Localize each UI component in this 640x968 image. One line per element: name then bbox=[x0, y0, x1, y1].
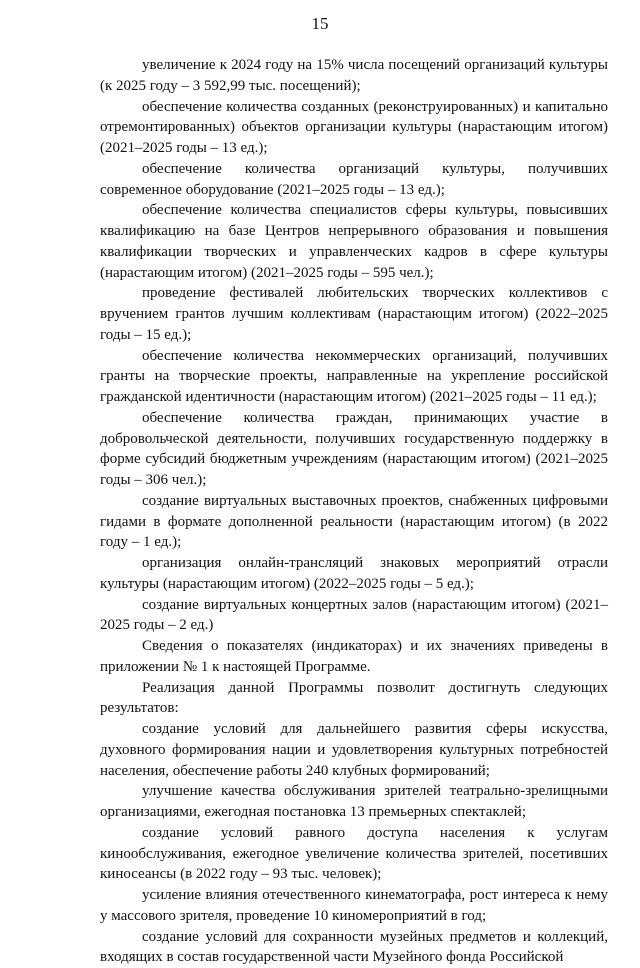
paragraph: Реализация данной Программы позволит достигнуть следующих результатов: bbox=[100, 678, 608, 720]
paragraph: обеспечение количества граждан, принимающих участие в добровольческой деятельности, получивших государственную поддержку в форме субсидий бюджетным учреждениям (нарастающим итогом) (2021–2025 годы – 306 чел.); bbox=[100, 408, 608, 491]
paragraph: обеспечение количества созданных (реконструированных) и капитально отремонтированных) объектов организации культуры (нарастающим итогом) (2021–2025 годы – 13 ед.); bbox=[100, 97, 608, 159]
paragraph: создание условий равного доступа населения к услугам кинообслуживания, ежегодное увеличение количества зрителей, посетивших киносеансы (в 2022 году – 93 тыс. человек); bbox=[100, 823, 608, 885]
paragraph: обеспечение количества специалистов сферы культуры, повысивших квалификацию на базе Центров непрерывного образования и повышения квалификации творческих и управленческих кадров в сфере культуры (нарастающим итогом) (2021–2025 годы – 595 чел.); bbox=[100, 200, 608, 283]
paragraph: обеспечение количества организаций культуры, получивших современное оборудование (2021–2025 годы – 13 ед.); bbox=[100, 159, 608, 201]
paragraph: создание виртуальных концертных залов (нарастающим итогом) (2021–2025 годы – 2 ед.) bbox=[100, 595, 608, 637]
paragraph: улучшение качества обслуживания зрителей театрально-зрелищными организациями, ежегодная постановка 13 премьерных спектаклей; bbox=[100, 781, 608, 823]
paragraph: увеличение к 2024 году на 15% числа посещений организаций культуры (к 2025 году – 3 592,99 тыс. посещений); bbox=[100, 55, 608, 97]
paragraph: проведение фестивалей любительских творческих коллективов с вручением грантов лучшим коллективам (нарастающим итогом) (2022–2025 годы – 15 ед.); bbox=[100, 283, 608, 345]
paragraph: обеспечение количества некоммерческих организаций, получивших гранты на творческие проекты, направленные на укрепление российской гражданской идентичности (нарастающим итогом) (2021–2025 годы – 11 ед.); bbox=[100, 346, 608, 408]
page-number: 15 bbox=[0, 14, 640, 34]
document-body bbox=[100, 55, 608, 968]
paragraph: создание виртуальных выставочных проектов, снабженных цифровыми гидами в формате дополненной реальности (нарастающим итогом) (в 2022 году – 1 ед.); bbox=[100, 491, 608, 553]
paragraph: создание условий для дальнейшего развития сферы искусства, духовного формирования нации и удовлетворения культурных потребностей населения, обеспечение работы 240 клубных формирований; bbox=[100, 719, 608, 781]
paragraph: создание условий для сохранности музейных предметов и коллекций, входящих в состав государственной части Музейного фонда Российской bbox=[100, 927, 608, 968]
paragraph: усиление влияния отечественного кинематографа, рост интереса к нему у массового зрителя, проведение 10 киномероприятий в год; bbox=[100, 885, 608, 927]
paragraph: организация онлайн-трансляций знаковых мероприятий отрасли культуры (нарастающим итогом) (2022–2025 годы – 5 ед.); bbox=[100, 553, 608, 595]
paragraph: Сведения о показателях (индикаторах) и их значениях приведены в приложении № 1 к настоящей Программе. bbox=[100, 636, 608, 678]
